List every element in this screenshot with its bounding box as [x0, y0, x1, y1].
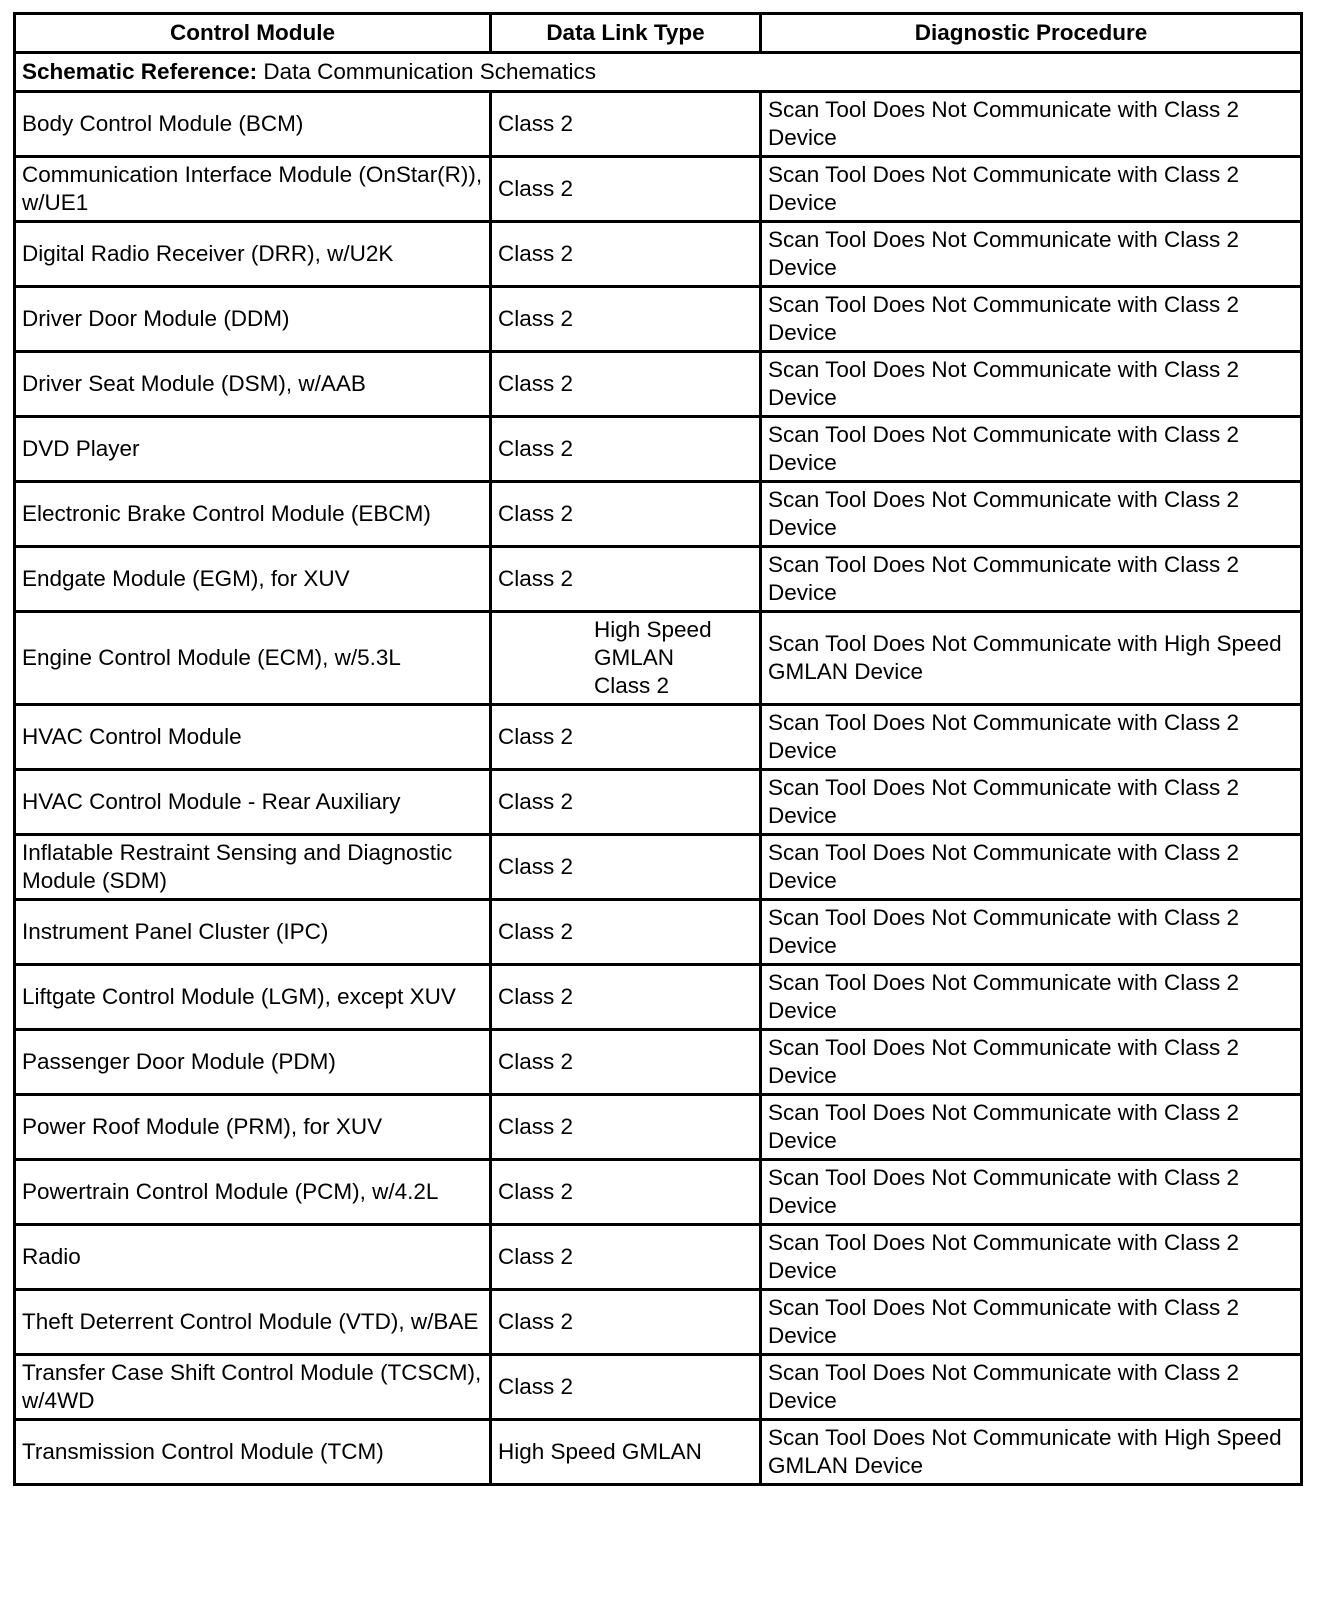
table-row [15, 547, 1302, 612]
data-link-type-cell: Class 2 [491, 1225, 761, 1290]
diagnostic-procedure-cell: Scan Tool Does Not Communicate with Class 2 Device [761, 770, 1302, 835]
diagnostic-procedure-cell: Scan Tool Does Not Communicate with Class 2 Device [761, 157, 1302, 222]
data-link-type-line: High Speed [594, 617, 712, 642]
schematic-reference-cell [15, 53, 1302, 92]
control-module-cell: DVD Player [15, 417, 491, 482]
table-row [15, 222, 1302, 287]
schematic-reference-row [15, 53, 1302, 92]
control-module-cell: Passenger Door Module (PDM) [15, 1030, 491, 1095]
diagnostic-procedure-cell: Scan Tool Does Not Communicate with Class 2 Device [761, 1355, 1302, 1420]
data-link-type-cell: Class 2 [491, 222, 761, 287]
diagnostic-procedure-cell: Scan Tool Does Not Communicate with Class 2 Device [761, 417, 1302, 482]
control-module-cell: Theft Deterrent Control Module (VTD), w/BAE [15, 1290, 491, 1355]
table-row [15, 900, 1302, 965]
data-link-type-cell [491, 612, 761, 705]
control-module-table [13, 12, 1303, 1486]
table-row [15, 835, 1302, 900]
data-link-type-line: Class 2 [594, 673, 670, 698]
data-link-type-cell: Class 2 [491, 92, 761, 157]
table-row [15, 482, 1302, 547]
data-link-type-cell: Class 2 [491, 1160, 761, 1225]
diagnostic-procedure-cell: Scan Tool Does Not Communicate with Class 2 Device [761, 705, 1302, 770]
diagnostic-procedure-cell: Scan Tool Does Not Communicate with Class 2 Device [761, 900, 1302, 965]
diagnostic-procedure-cell: Scan Tool Does Not Communicate with Class 2 Device [761, 287, 1302, 352]
table-row [15, 92, 1302, 157]
table-row [15, 612, 1302, 705]
data-link-type-cell: Class 2 [491, 352, 761, 417]
table-row [15, 1290, 1302, 1355]
schematic-reference-label: Schematic Reference: [22, 59, 258, 84]
header-control-module: Control Module [15, 14, 491, 53]
control-module-cell: Digital Radio Receiver (DRR), w/U2K [15, 222, 491, 287]
diagnostic-procedure-cell: Scan Tool Does Not Communicate with Class 2 Device [761, 1290, 1302, 1355]
table-row [15, 287, 1302, 352]
diagnostic-procedure-cell: Scan Tool Does Not Communicate with High Speed GMLAN Device [761, 612, 1302, 705]
data-link-type-cell: Class 2 [491, 287, 761, 352]
control-module-cell: Instrument Panel Cluster (IPC) [15, 900, 491, 965]
header-row [15, 14, 1302, 53]
data-link-type-cell: Class 2 [491, 417, 761, 482]
data-link-type-line: GMLAN [594, 645, 675, 670]
diagnostic-procedure-cell: Scan Tool Does Not Communicate with Class 2 Device [761, 1225, 1302, 1290]
data-link-type-cell: Class 2 [491, 547, 761, 612]
data-link-type-cell: Class 2 [491, 705, 761, 770]
table-row [15, 1030, 1302, 1095]
data-link-type-cell: Class 2 [491, 900, 761, 965]
diagnostic-procedure-cell: Scan Tool Does Not Communicate with Class 2 Device [761, 835, 1302, 900]
control-module-cell: Liftgate Control Module (LGM), except XUV [15, 965, 491, 1030]
control-module-cell: Driver Seat Module (DSM), w/AAB [15, 352, 491, 417]
control-module-cell: Electronic Brake Control Module (EBCM) [15, 482, 491, 547]
data-link-type-cell: High Speed GMLAN [491, 1420, 761, 1485]
control-module-cell: Body Control Module (BCM) [15, 92, 491, 157]
table-row [15, 352, 1302, 417]
data-link-type-cell: Class 2 [491, 1030, 761, 1095]
table-row [15, 1160, 1302, 1225]
control-module-cell: Power Roof Module (PRM), for XUV [15, 1095, 491, 1160]
control-module-cell: Engine Control Module (ECM), w/5.3L [15, 612, 491, 705]
table-row [15, 417, 1302, 482]
control-module-cell: Transmission Control Module (TCM) [15, 1420, 491, 1485]
table-row [15, 1095, 1302, 1160]
diagnostic-procedure-cell: Scan Tool Does Not Communicate with Class 2 Device [761, 1160, 1302, 1225]
control-module-cell: Endgate Module (EGM), for XUV [15, 547, 491, 612]
table-row [15, 770, 1302, 835]
table-row [15, 1420, 1302, 1485]
diagnostic-procedure-cell: Scan Tool Does Not Communicate with Class 2 Device [761, 547, 1302, 612]
data-link-type-cell: Class 2 [491, 1290, 761, 1355]
data-link-type-stack [594, 616, 712, 700]
diagnostic-procedure-cell: Scan Tool Does Not Communicate with Class 2 Device [761, 222, 1302, 287]
control-module-cell: Communication Interface Module (OnStar(R)), w/UE1 [15, 157, 491, 222]
diagnostic-procedure-cell: Scan Tool Does Not Communicate with Class 2 Device [761, 352, 1302, 417]
header-diagnostic-procedure: Diagnostic Procedure [761, 14, 1302, 53]
diagnostic-procedure-cell: Scan Tool Does Not Communicate with High Speed GMLAN Device [761, 1420, 1302, 1485]
control-module-cell: Transfer Case Shift Control Module (TCSCM), w/4WD [15, 1355, 491, 1420]
diagnostic-procedure-cell: Scan Tool Does Not Communicate with Class 2 Device [761, 1095, 1302, 1160]
data-link-type-cell: Class 2 [491, 1095, 761, 1160]
control-module-cell: Radio [15, 1225, 491, 1290]
table-row [15, 1225, 1302, 1290]
header-data-link-type: Data Link Type [491, 14, 761, 53]
diagnostic-procedure-cell: Scan Tool Does Not Communicate with Class 2 Device [761, 482, 1302, 547]
data-link-type-cell: Class 2 [491, 1355, 761, 1420]
control-module-cell: Driver Door Module (DDM) [15, 287, 491, 352]
control-module-cell: Powertrain Control Module (PCM), w/4.2L [15, 1160, 491, 1225]
table-row [15, 705, 1302, 770]
data-link-type-cell: Class 2 [491, 482, 761, 547]
data-link-type-cell: Class 2 [491, 835, 761, 900]
data-link-type-cell: Class 2 [491, 965, 761, 1030]
table-row [15, 965, 1302, 1030]
control-module-cell: Inflatable Restraint Sensing and Diagnostic Module (SDM) [15, 835, 491, 900]
diagnostic-procedure-cell: Scan Tool Does Not Communicate with Class 2 Device [761, 92, 1302, 157]
data-link-type-cell: Class 2 [491, 157, 761, 222]
control-module-cell: HVAC Control Module [15, 705, 491, 770]
schematic-reference-link: Data Communication Schematics [263, 59, 597, 84]
table-row [15, 157, 1302, 222]
diagnostic-procedure-cell: Scan Tool Does Not Communicate with Class 2 Device [761, 965, 1302, 1030]
diagnostic-procedure-cell: Scan Tool Does Not Communicate with Class 2 Device [761, 1030, 1302, 1095]
control-module-cell: HVAC Control Module - Rear Auxiliary [15, 770, 491, 835]
table-row [15, 1355, 1302, 1420]
data-link-type-cell: Class 2 [491, 770, 761, 835]
